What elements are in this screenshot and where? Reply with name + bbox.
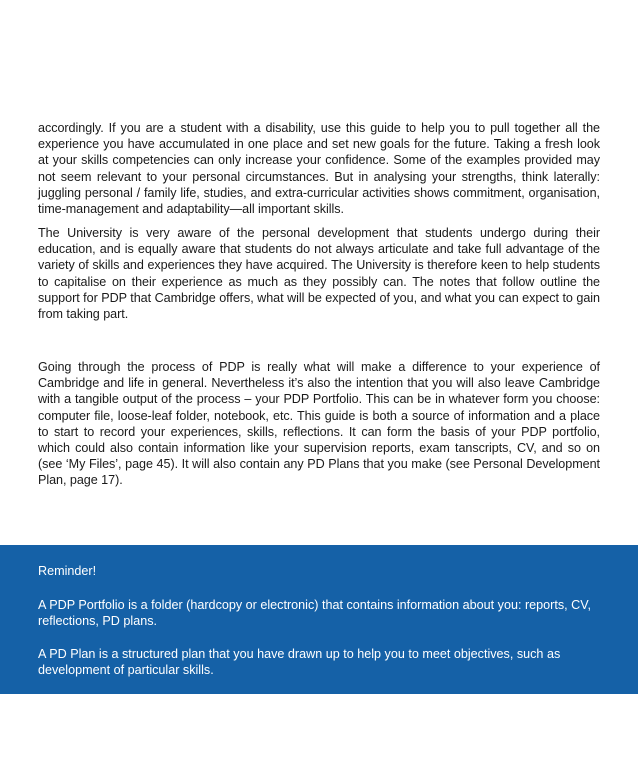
body-paragraph-2: The University is very aware of the personal development that students undergo during their education, and is equally aware that students do not always articulate and take full advantage of the variety of skills and experiences they have acquired. The University is therefore keen to help students to capitalise on their experience as much as they possibly can. The notes that follow outline the support for PDP that Cambridge offers, what will be expected of you, and what you can expect to gain from taking part. [38, 226, 600, 322]
reminder-item-portfolio: A PDP Portfolio is a folder (hardcopy or electronic) that contains information about you: reports, CV, reflections, PD plans. [38, 597, 592, 628]
reminder-box [0, 545, 638, 694]
reminder-title: Reminder! [38, 564, 97, 578]
reminder-item-plan: A PD Plan is a structured plan that you have drawn up to help you to meet objectives, such as development of particular skills. [38, 646, 561, 677]
body-paragraph-3: Going through the process of PDP is really what will make a difference to your experience of Cambridge and life in general. Nevertheless it’s also the intention that you will also leave Cambridge with a tangible output of the process – your PDP Portfolio. This can be in whatever form you choose: computer file, loose-leaf folder, notebook, etc. This guide is both a source of information and a place to start to record your experiences, skills, reflections. It can form the basis of your PDP portfolio, which could also contain information like your supervision reports, exam tanscripts, CV, and so on (see ‘My Files’, page 45). It will also contain any PD Plans that you make (see Personal Development Plan, page 17). [38, 360, 600, 488]
body-paragraph-1: accordingly. If you are a student with a disability, use this guide to help you to pull together all the experience you have accumulated in one place and set new goals for the future. Taking a fresh look at your skills competencies can only increase your confidence. Some of the examples provided may not seem relevant to your personal circumstances. But in analysing your strengths, think laterally: juggling personal / family life, studies, and extra-curricular activities shows commitment, organisation, time-management and adaptability—all important skills. [38, 121, 600, 217]
